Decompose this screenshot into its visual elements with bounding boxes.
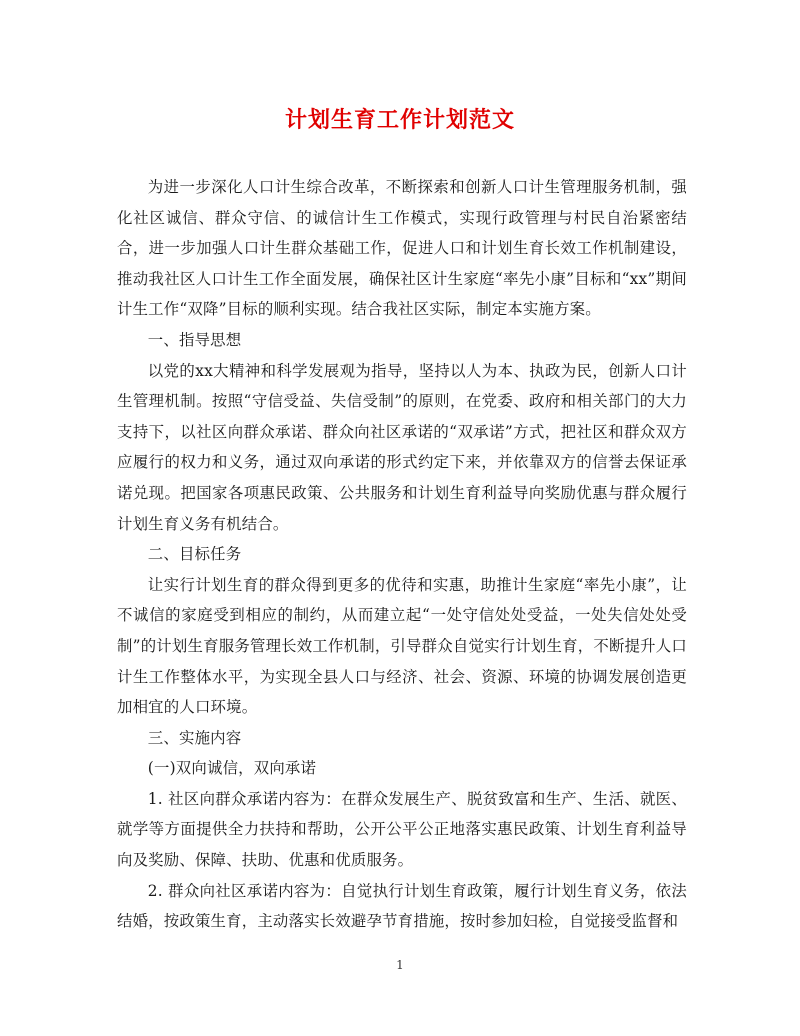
section-heading-goals: 二、目标任务 [147, 545, 242, 564]
paragraph-goals: 让实行计划生育的群众得到更多的优待和实惠，助推计生家庭“率先小康”，让不诚信的家庭受到相应的制约，从而建立起“一处守信处处受益，一处失信处处受制”的计划生育服务管理长效工作机制，引导群众自觉实行计划生育，不断提升人口计生工作整体水平，为实现全县人口与经济、社会、资源、环境的协调发展创造更加相宜的人口环境。 [117, 575, 687, 717]
paragraph-public-promise: 2. 群众向社区承诺内容为：自觉执行计划生育政策，履行计划生育义务，依法结婚，按政策生育，主动落实长效避孕节育措施，按时参加妇检，自觉接受监督和 [117, 881, 687, 931]
page-number: 1 [396, 958, 404, 972]
paragraph-guiding-ideology: 以党的xx大精神和科学发展观为指导，坚持以人为本、执政为民，创新人口计生管理机制。按照“守信受益、失信受制”的原则，在党委、政府和相关部门的大力支持下，以社区向群众承诺、群众向社区承诺的“双承诺”方式，把社区和群众双方应履行的权力和义务，通过双向承诺的形式约定下来，并依靠双方的信誉去保证承诺兑现。把国家各项惠民政策、公共服务和计划生育利益导向奖励优惠与群众履行计划生育义务有机结合。 [117, 361, 687, 533]
document-body [117, 172, 687, 937]
subsection-heading-mutual-promise: (一)双向诚信，双向承诺 [147, 759, 317, 778]
paragraph-community-promise: 1. 社区向群众承诺内容为：在群众发展生产、脱贫致富和生产、生活、就医、就学等方面提供全力扶持和帮助，公开公平公正地落实惠民政策、计划生育利益导向及奖励、保障、扶助、优惠和优质服务。 [117, 789, 687, 870]
section-heading-guiding-ideology: 一、指导思想 [147, 330, 242, 349]
document-title: 计划生育工作计划范文 [284, 107, 515, 133]
section-heading-implementation: 三、实施内容 [147, 728, 242, 747]
paragraph-intro: 为进一步深化人口计生综合改革，不断探索和创新人口计生管理服务机制，强化社区诚信、群众守信、的诚信计生工作模式，实现行政管理与村民自治紧密结合，进一步加强人口计生群众基础工作，促进人口和计划生育长效工作机制建设，推动我社区人口计生工作全面发展，确保社区计生家庭“率先小康”目标和“xx”期间计生工作“双降”目标的顺利实现。结合我社区实际，制定本实施方案。 [117, 178, 687, 319]
